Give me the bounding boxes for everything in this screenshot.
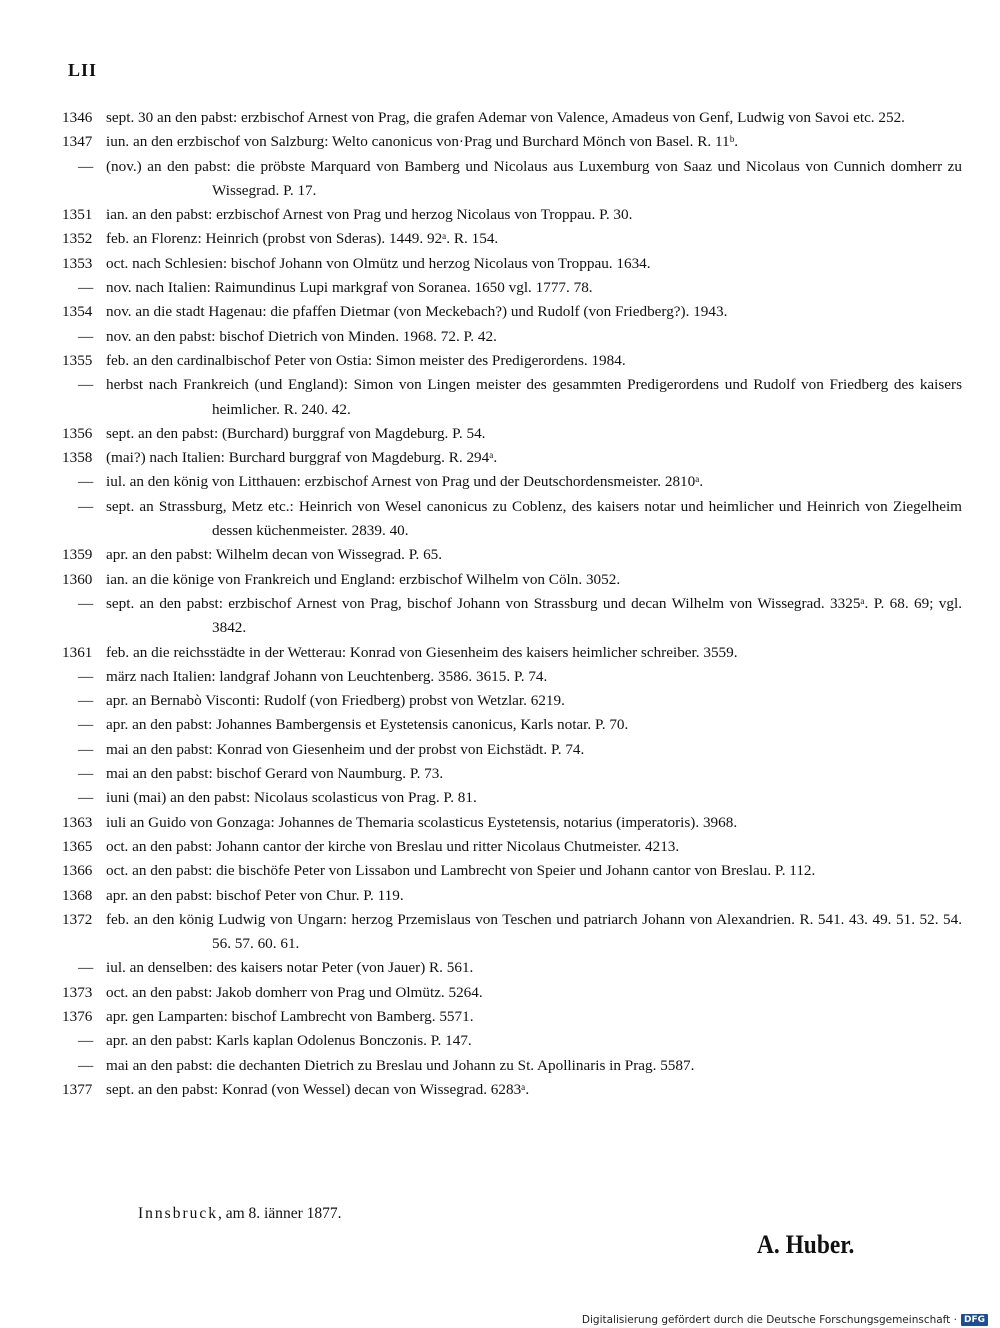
entry-text: sept. an den pabst: Konrad (von Wessel) decan von Wissegrad. 6283ᵃ. [106,1080,530,1098]
list-item [62,835,962,859]
entry-text: märz nach Italien: landgraf Johann von Leuchtenberg. 3586. 3615. P. 74. [106,667,548,685]
list-item [62,203,962,227]
list-item [62,155,962,204]
entry-year: 1372 [62,910,93,928]
ditto-dash: — [78,1056,94,1074]
page-number: LII [68,60,98,80]
list-item [62,568,962,592]
entry-year: 1353 [62,254,93,272]
list-item [62,786,962,810]
list-item [62,859,962,883]
entry-text: iul. an den könig von Litthauen: erzbischof Arnest von Prag und der Deutschordensmeister. 2810ᵃ. [106,473,704,491]
entry-text: feb. an den cardinalbischof Peter von Ostia: Simon meister des Predigerordens. 1984. [106,351,626,369]
list-item [62,300,962,324]
entry-text: iuni (mai) an den pabst: Nicolaus scolasticus von Prag. P. 81. [106,789,477,807]
list-item [62,884,962,908]
entry-year: 1355 [62,351,93,369]
entry-year: 1354 [62,303,93,321]
ditto-dash: — [78,376,94,394]
ditto-dash: — [78,157,94,175]
list-item [62,373,962,422]
entry-year: 1352 [62,230,93,248]
entry-text: apr. an den pabst: Johannes Bambergensis et Eystetensis canonicus, Karls notar. P. 70. [106,716,629,734]
entry-text: feb. an Florenz: Heinrich (probst von Sderas). 1449. 92ᵃ. R. 154. [106,230,499,248]
list-item [62,227,962,251]
entry-text: nov. an den pabst: bischof Dietrich von Minden. 1968. 72. P. 42. [106,327,497,345]
entry-year: 1359 [62,546,93,564]
list-item [62,422,962,446]
ditto-dash: — [78,594,94,612]
list-item [62,641,962,665]
list-item [62,252,962,276]
list-item [62,713,962,737]
entry-text: oct. an den pabst: Johann cantor der kirche von Breslau und ritter Nicolaus Chutmeister. 4213. [106,837,680,855]
list-item [62,1029,962,1053]
ditto-dash: — [78,959,94,977]
entry-year: 1361 [62,643,93,661]
list-item [62,130,962,154]
entry-year: 1377 [62,1080,93,1098]
entry-text: mai an den pabst: die dechanten Dietrich zu Breslau und Johann zu St. Apollinaris in Prag. 5587. [106,1056,695,1074]
entry-text: iul. an denselben: des kaisers notar Peter (von Jauer) R. 561. [106,959,474,977]
entry-text: sept. an den pabst: (Burchard) burggraf von Magdeburg. P. 54. [106,424,486,442]
entry-text: iuli an Guido von Gonzaga: Johannes de Themaria scolasticus Eystetensis, notarius (imperatoris). 3968. [106,813,738,831]
entry-year: 1358 [62,449,93,467]
entry-year: 1368 [62,886,93,904]
entry-text: sept. 30 an den pabst: erzbischof Arnest von Prag, die grafen Ademar von Valence, Amadeus von Genf, Ludwig von Savoi etc. 252. [106,109,905,126]
entry-year: 1360 [62,570,93,588]
entry-text: mai an den pabst: Konrad von Giesenheim und der probst von Eichstädt. P. 74. [106,740,585,758]
list-item [62,908,962,957]
entry-year: 1347 [62,133,93,151]
entry-text: (nov.) an den pabst: die pröbste Marquard von Bamberg und Nicolaus aus Luxemburg von Saaz und Nicolaus von Cunnich domherr zu Wissegrad. P. 17. [106,157,962,199]
entry-text: iun. an den erzbischof von Salzburg: Welto canonicus von·Prag und Burchard Mönch von Basel. R. 11ᵇ. [106,133,739,151]
list-item [62,1078,962,1102]
entry-text: feb. an den könig Ludwig von Ungarn: herzog Przemislaus von Teschen und patriarch Johann von Alexandrien. R. 541. 43. 49. 51. 52. 54. 56. 57. 60. 61. [106,910,962,953]
entry-year: 1376 [62,1007,93,1025]
entry-year: 1366 [62,862,93,880]
list-item [62,106,962,130]
list-item [62,665,962,689]
entry-text: mai an den pabst: bischof Gerard von Naumburg. P. 73. [106,765,444,783]
entry-text: sept. an den pabst: erzbischof Arnest von Prag, bischof Johann von Strassburg und decan Wilhelm von Wissegrad. 3325ᵃ. P. 68. 69; vgl. 3842. [106,594,962,637]
author-signature: A. Huber. [757,1230,855,1259]
entry-text: oct. nach Schlesien: bischof Johann von Olmütz und herzog Nicolaus von Troppau. 1634. [106,254,651,272]
list-item [62,276,962,300]
list-item [62,956,962,980]
entry-text: apr. an den pabst: bischof Peter von Chur. P. 119. [106,886,404,904]
dfg-logo-icon: DFG [961,1314,988,1326]
ditto-dash: — [78,279,94,297]
entry-text: ian. an die könige von Frankreich und England: erzbischof Wilhelm von Cöln. 3052. [106,570,621,588]
entry-text: feb. an die reichsstädte in der Wetterau: Konrad von Giesenheim des kaisers heimlicher schreiber. 3559. [106,643,738,661]
entry-text: oct. an den pabst: die bischöfe Peter von Lissabon und Lambrecht von Speier und Johann cantor von Breslau. P. 112. [106,862,816,880]
list-item [62,981,962,1005]
ditto-dash: — [78,327,94,345]
list-item [62,762,962,786]
entry-year: 1363 [62,813,93,831]
entry-text: nov. nach Italien: Raimundinus Lupi markgraf von Soranea. 1650 vgl. 1777. 78. [106,279,593,297]
entry-year: 1351 [62,206,93,224]
ditto-dash: — [78,692,94,710]
entry-text: apr. an den pabst: Karls kaplan Odolenus Bonczonis. P. 147. [106,1032,472,1050]
entry-text: herbst nach Frankreich (und England): Simon von Lingen meister des gesammten Predigerordens und Rudolf von Friedberg des kaisers heimlicher. R. 240. 42. [106,376,962,418]
entry-year: 1365 [62,837,93,855]
list-item [62,811,962,835]
place-city: Innsbruck [138,1205,218,1222]
footer-text: Digitalisierung gefördert durch die Deutsche Forschungsgemeinschaft · [581,1314,957,1326]
ditto-dash: — [78,740,94,758]
footer-credit [582,1314,988,1326]
entry-year: 1356 [62,424,93,442]
list-item [62,592,962,641]
list-item [62,1005,962,1029]
entry-text: (mai?) nach Italien: Burchard burggraf von Magdeburg. R. 294ᵃ. [106,449,498,467]
ditto-dash: — [78,1032,94,1050]
entry-year: 1373 [62,983,93,1001]
entry-text: oct. an den pabst: Jakob domherr von Prag und Olmütz. 5264. [106,983,483,1001]
ditto-dash: — [78,667,94,685]
entry-text: apr. gen Lamparten: bischof Lambrecht von Bamberg. 5571. [106,1007,474,1025]
list-item [62,738,962,762]
place-date-line [138,1205,342,1223]
list-item [62,325,962,349]
entry-text: apr. an Bernabò Visconti: Rudolf (von Friedberg) probst von Wetzlar. 6219. [106,692,565,710]
entry-text: nov. an die stadt Hagenau: die pfaffen Dietmar (von Meckebach?) und Rudolf (von Friedberg?). 1943. [106,303,728,321]
list-item [62,1054,962,1078]
list-item [62,446,962,470]
list-item [62,349,962,373]
entry-year: 1346 [62,109,93,126]
list-item [62,543,962,567]
entry-text: ian. an den pabst: erzbischof Arnest von Prag und herzog Nicolaus von Troppau. P. 30. [106,206,633,224]
ditto-dash: — [78,716,94,734]
list-item [62,470,962,494]
list-item [62,689,962,713]
ditto-dash: — [78,789,94,807]
ditto-dash: — [78,473,94,491]
entry-text: sept. an Strassburg, Metz etc.: Heinrich von Wesel canonicus zu Coblenz, des kaisers notar und heimlicher und Heinrich von Ziegelheim dessen küchenmeister. 2839. 40. [106,497,962,540]
entry-list [62,106,962,1102]
ditto-dash: — [78,497,94,515]
list-item [62,495,962,544]
ditto-dash: — [78,765,94,783]
place-date: , am 8. iänner 1877. [218,1205,342,1222]
entry-text: apr. an den pabst: Wilhelm decan von Wissegrad. P. 65. [106,546,443,564]
